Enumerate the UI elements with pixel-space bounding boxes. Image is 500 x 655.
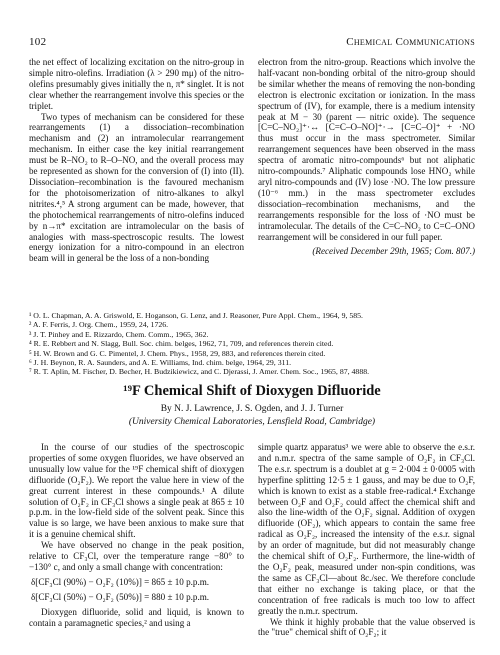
paragraph: Dioxygen difluoride, solid and liquid, is known to contain a paramagnetic species,² and using a (29, 606, 244, 628)
left-column-top (29, 57, 244, 264)
paragraph: In the course of our studies of the spectroscopic properties of some oxygen fluorides, we have observed an unusually low value for the ¹⁹F chemical shift of dioxygen difluoride (O₂F₂). We report the value here in view of the great current interest in these compounds.¹ A dilute solution of O₂F₂ in CF₃Cl shows a single peak at 865 ± 10 p.p.m. in the low-field side of the solvent peak. Since this value is so large, we have been anxious to make sure that it is a genuine chemical shift. (29, 442, 244, 540)
left-column-bottom (29, 442, 244, 629)
reference-item: ⁴ R. E. Rebbert and N. Slagg, Bull. Soc. chim. belges, 1962, 71, 709, and references therein cited. (29, 339, 334, 349)
reference-item: ⁷ R. T. Aplin, M. Fischer, D. Becher, H. Budzikiewicz, and C. Djerassi, J. Amer. Chem. Soc., 1965, 87, 4888. (29, 367, 370, 377)
paragraph: electron from the nitro-group. Reactions which involve the half-vacant non-bonding orbital of the nitro-group should be similar whether the means of removing the non-bonding electron is electronic excitation or ionization. In the mass spectrum of (IV), for example, there is a medium intensity peak at M − 30 (parent — nitric oxide). The sequence [C=C–NO₂]⁺·↔ [C=C–O–NO]⁺·→ [C=C–O]⁺ + ·NO thus must occur in the mass spectrometer. Similar rearrangement sequences have been observed in the mass spectra of aromatic nitro-compounds⁶ but not aliphatic nitro-compounds.⁷ Aliphatic compounds lose HNO₂ while aryl nitro-compounds and (IV) lose ·NO. The low pressure (10⁻⁶ mm.) in the mass spectrometer excludes dissociation–recombination mechanisms, and the rearrangements responsible for the loss of ·NO must be intramolecular. The details of the C=C–NO₂ to C=C–ONO rearrangement will be considered in our full paper. (258, 57, 475, 242)
right-column-top (258, 57, 475, 257)
journal-title: Chemical Communications (346, 36, 475, 48)
reference-item: ¹ O. L. Chapman, A. A. Griswold, E. Hoganson, G. Lenz, and J. Reasoner, Pure Appl. Chem., 1964, 9, 585. (29, 311, 364, 320)
page-number: 102 (29, 36, 47, 48)
reference-item: ⁵ H. W. Brown and G. C. Pimentel, J. Chem. Phys., 1958, 29, 883, and references therein cited. (29, 348, 326, 358)
received-date: (Received December 29th, 1965; Com. 807.) (312, 246, 475, 257)
reference-item: ³ J. T. Pinhey and E. Rizzardo, Chem. Comm., 1965, 362. (29, 329, 209, 339)
paragraph: Two types of mechanism can be considered for these rearrangements (1) a dissociation–recombination mechanism and (2) an intramolecular rearrangement mechanism. In either case the key initial rearrangement must be R–NO₂ to R–O–NO, and the overall process may be represented as shown for the conversion of (I) into (II). Dissociation–recombination is the favoured mechanism for the photoisomerization of nitro-alkanes to alkyl nitrites.⁴,⁵ A strong argument can be made, however, that the photochemical rearrangements of nitro-olefins induced by n→π* excitation are intramolecular on the basis of analogies with mass-spectroscopic results. The lowest energy ionization for a nitro-compound in an electron beam will in general be the loss of a non-bonding (29, 111, 244, 264)
paragraph: simple quartz apparatus³ we were able to observe the e.s.r. and n.m.r. spectra of the same sample of O₂F₂ in CF₃Cl. The e.s.r. spectrum is a doublet at g = 2·004 ± 0·0005 with hyperfine splitting 12·5 ± 1 gauss, and may be due to O₂F, which is known to exist as a stable free-radical.⁴ Exchange between O₂F and O₂F₂ could affect the chemical shift and also the line-width of the O₂F₂ signal. Addition of oxygen difluoride (OF₂), which appears to contain the same free radical as O₂F₂, increased the intensity of the e.s.r. signal by an order of magnitude, but did not measurably change the chemical shift of O₂F₂. Furthermore, the line-width of the O₂F₂ peak, measured under non-spin conditions, was the same as CF₃Cl—about 8c./sec. We therefore conclude that either no exchange is taking place, or that the concentration of free radicals is much too low to affect greatly the n.m.r. spectrum. (258, 442, 475, 616)
paragraph: We have observed no change in the peak position, relative to CF₃Cl, over the temperature range −80° to −130° c, and only a small change with concentration: (29, 540, 244, 572)
paragraph: the net effect of localizing excitation on the nitro-group in simple nitro-olefins. Irradiation (λ > 290 mμ) of the nitro-olefins presumably gives initially the n, π* singlet. It is not clear whether the rearrangement involve this species or the triplet. (29, 57, 244, 111)
article-affiliation: (University Chemical Laboratories, Lensfield Road, Cambridge) (128, 417, 376, 427)
reference-item: ⁶ J. H. Beynon, R. A. Saunders, and A. E. Williams, Ind. chim. belge, 1964, 29, 311. (29, 358, 292, 368)
page-header (29, 36, 475, 52)
article-title: ¹⁹F Chemical Shift of Dioxygen Difluoride (123, 383, 381, 399)
equation: δ[CF₃Cl (90%) − O₂F₂ (10%)] = 865 ± 10 p.p.m. (31, 576, 210, 587)
right-column-bottom (258, 442, 475, 638)
references-list (29, 311, 475, 377)
equation: δ[CF₃Cl (50%) − O₂F₂ (50%)] = 880 ± 10 p.p.m. (31, 591, 210, 602)
reference-item: ² A. F. Ferris, J. Org. Chem., 1959, 24, 1726. (29, 320, 169, 330)
article-authors: By N. J. Lawrence, J. S. Ogden, and J. J. Turner (160, 404, 344, 414)
paragraph: We think it highly probable that the value observed is the "true" chemical shift of O₂F₂; it (258, 616, 475, 638)
